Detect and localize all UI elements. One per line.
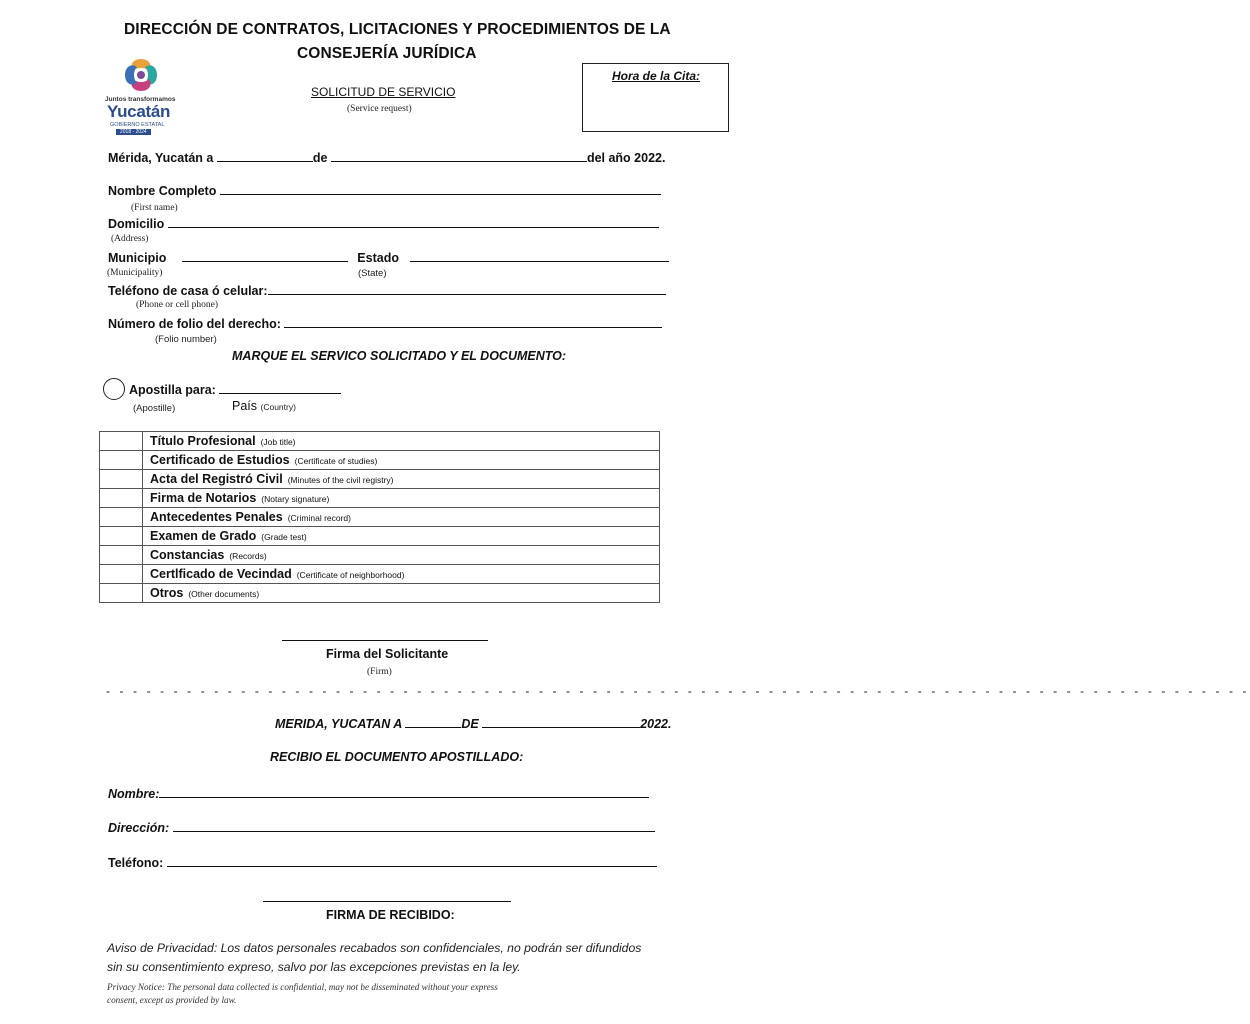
document-row: [100, 451, 660, 470]
pais-text: País: [232, 399, 258, 413]
date-prefix: Mérida, Yucatán a: [108, 151, 214, 165]
signature-en: (Firm): [367, 667, 392, 677]
document-name: Certlficado de Vecindad: [150, 567, 292, 581]
privacy-es-line2: sin su consentimiento expreso, salvo por las excepciones previstas en la ley.: [107, 960, 521, 974]
receipt-date-prefix: MERIDA, YUCATAN A: [275, 717, 402, 731]
document-name: Acta del Registró Civil: [150, 472, 283, 486]
document-cell: [143, 470, 660, 489]
nombre-field[interactable]: [220, 183, 661, 195]
logo-years: 2018 - 2024: [116, 129, 151, 135]
apostilla-row: [129, 382, 341, 397]
estado-en: (State): [358, 268, 387, 279]
document-name: Firma de Notarios: [150, 491, 257, 505]
municipio-row: [108, 250, 669, 265]
receipt-firma-label: FIRMA DE RECIBIDO:: [326, 908, 455, 922]
appointment-box[interactable]: [582, 63, 729, 132]
document-name: Antecedentes Penales: [150, 510, 283, 524]
privacy-en-line1: Privacy Notice: The personal data collected is confidential, may not be disseminated without your express: [107, 982, 498, 992]
pais-label: [232, 399, 296, 413]
nombre-en: (First name): [131, 203, 178, 213]
date-suffix: del año 2022.: [586, 151, 666, 165]
document-name: Certificado de Estudios: [150, 453, 290, 467]
domicilio-en: (Address): [111, 234, 149, 244]
document-cell: [143, 584, 660, 603]
telefono-label: Teléfono de casa ó celular:: [108, 284, 268, 298]
document-row: [100, 546, 660, 565]
document-cell: [143, 451, 660, 470]
documents-table: [99, 431, 660, 603]
estado-label: Estado: [357, 251, 399, 265]
header-title-line2: CONSEJERÍA JURÍDICA: [297, 45, 477, 62]
form-title: SOLICITUD DE SERVICIO: [311, 85, 456, 99]
document-checkbox[interactable]: [100, 470, 143, 489]
date-line: [108, 150, 665, 165]
domicilio-label: Domicilio: [108, 217, 165, 231]
document-checkbox[interactable]: [100, 451, 143, 470]
telefono-row: [108, 283, 666, 298]
document-row: [100, 470, 660, 489]
document-cell: [143, 489, 660, 508]
header-title-line1: DIRECCIÓN DE CONTRATOS, LICITACIONES Y PROCEDIMIENTOS DE LA: [124, 21, 671, 38]
pais-en: (Country): [260, 402, 296, 412]
receipt-signature-line[interactable]: [263, 901, 511, 902]
document-cell: [143, 432, 660, 451]
document-name: Otros: [150, 586, 184, 600]
document-checkbox[interactable]: [100, 565, 143, 584]
receipt-date-de: DE: [461, 717, 479, 731]
logo-gov: GOBIERNO ESTATAL: [110, 122, 165, 128]
receipt-direccion-field[interactable]: [173, 820, 655, 832]
document-checkbox[interactable]: [100, 546, 143, 565]
folio-en: (Folio number): [155, 334, 217, 345]
nombre-label: Nombre Completo: [108, 184, 217, 198]
folio-label: Número de folio del derecho:: [108, 317, 281, 331]
folio-row: [108, 316, 662, 331]
document-row: [100, 565, 660, 584]
document-cell: [143, 527, 660, 546]
receipt-telefono-field[interactable]: [167, 855, 657, 867]
document-translation: (Criminal record): [287, 513, 351, 523]
nombre-row: [108, 183, 661, 198]
document-cell: [143, 508, 660, 527]
document-translation: (Other documents): [188, 589, 260, 599]
document-translation: (Certificate of neighborhood): [296, 570, 405, 580]
municipio-label: Municipio: [108, 251, 167, 265]
logo-name: Yucatán: [107, 102, 171, 121]
apostilla-radio[interactable]: [103, 378, 125, 400]
document-name: Examen de Grado: [150, 529, 257, 543]
form-title-en: (Service request): [347, 104, 412, 114]
date-month-field[interactable]: [331, 150, 587, 162]
date-day-field[interactable]: [217, 150, 313, 162]
receipt-nombre-field[interactable]: [159, 786, 649, 798]
document-checkbox[interactable]: [100, 489, 143, 508]
receipt-month-field[interactable]: [482, 716, 640, 728]
document-cell: [143, 565, 660, 584]
document-translation: (Certificate of studies): [294, 456, 378, 466]
receipt-date-row: [275, 716, 671, 731]
document-translation: (Grade test): [261, 532, 307, 542]
receipt-nombre-row: [108, 786, 649, 801]
domicilio-field[interactable]: [168, 216, 659, 228]
receipt-direccion-label: Dirección:: [108, 821, 170, 835]
apostilla-label: Apostilla para:: [129, 383, 216, 397]
apostilla-en: (Apostille): [133, 403, 176, 414]
document-name: Título Profesional: [150, 434, 256, 448]
logo-tagline: Juntos transformamos: [105, 96, 176, 103]
document-translation: (Records): [229, 551, 267, 561]
telefono-field[interactable]: [268, 283, 666, 295]
document-row: [100, 432, 660, 451]
document-checkbox[interactable]: [100, 508, 143, 527]
municipio-field[interactable]: [182, 250, 348, 262]
estado-field[interactable]: [410, 250, 669, 262]
document-row: [100, 527, 660, 546]
receipt-telefono-row: [108, 855, 657, 870]
document-translation: (Notary signature): [261, 494, 330, 504]
document-checkbox[interactable]: [100, 527, 143, 546]
date-de: de: [312, 151, 328, 165]
municipio-en: (Municipality): [107, 268, 163, 278]
receipt-title: RECIBIO EL DOCUMENTO APOSTILLADO:: [270, 750, 524, 764]
dashed-separator: - - - - - - - - - - - - - - - - - - - - - - - - - - - - - - - - - - - - - - - - - - - - - - - - - - - - - - - - - - - - - - - - - - - - - - - - - - - - - - - - - - - - -: [106, 684, 1250, 698]
document-row: [100, 508, 660, 527]
folio-field[interactable]: [284, 316, 662, 328]
logo-emblem-icon: [121, 55, 161, 95]
signature-line[interactable]: [282, 640, 488, 641]
yucatan-logo: [105, 55, 190, 135]
signature-label: Firma del Solicitante: [326, 647, 449, 661]
domicilio-row: [108, 216, 659, 231]
document-cell: [143, 546, 660, 565]
privacy-en-line2: consent, except as provided by law.: [107, 995, 237, 1005]
receipt-date-suffix: 2022.: [640, 717, 672, 731]
document-checkbox[interactable]: [100, 584, 143, 603]
apostilla-field[interactable]: [219, 382, 341, 394]
instruction-text: MARQUE EL SERVICO SOLICITADO Y EL DOCUMENTO:: [232, 349, 567, 363]
receipt-telefono-label: Teléfono:: [108, 856, 164, 870]
receipt-direccion-row: [108, 820, 655, 835]
document-name: Constancias: [150, 548, 225, 562]
document-row: [100, 584, 660, 603]
privacy-es-line1: Aviso de Privacidad: Los datos personales recabados son confidenciales, no podrán ser difundidos: [107, 941, 642, 955]
document-checkbox[interactable]: [100, 432, 143, 451]
document-row: [100, 489, 660, 508]
receipt-day-field[interactable]: [405, 716, 461, 728]
document-translation: (Job title): [260, 437, 296, 447]
document-translation: (Minutes of the civil registry): [287, 475, 394, 485]
telefono-en: (Phone or cell phone): [136, 300, 219, 310]
receipt-nombre-label: Nombre:: [108, 787, 160, 801]
appointment-label: Hora de la Cita:: [611, 69, 700, 83]
